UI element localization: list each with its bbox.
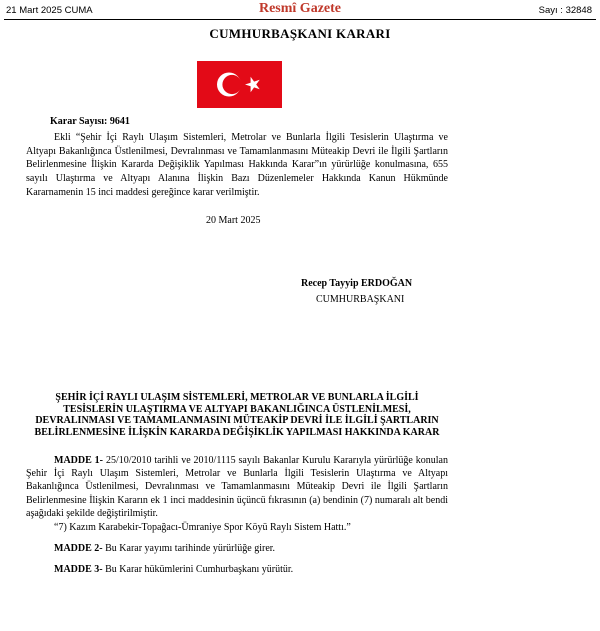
decision-body: Ekli “Şehir İçi Raylı Ulaşım Sistemleri, Metrolar ve Bunlarla İlgili Tesislerin Ulaştırma ve Altyapı Bakanlığınca Üstlenilmesi, Devralınması ve Tamamlanmasını Müteakip Devri ile İlgili Şartların Belirlenmesine İlişkin Kararda Değişiklik Yapılması Hakkında Karar”ın yürürlüğe konulmasına, 655 sayılı Ulaştırma ve Altyapı Alanına İlişkin Bazı Düzenlemeler Hakkında Kanun Hükmünde Kararnamenin 15 inci maddesi gereğince karar verilmiştir. — [26, 132, 448, 198]
signer-name: Recep Tayyip ERDOĞAN — [301, 278, 413, 289]
decision-number-label: Karar Sayısı: — [50, 116, 108, 127]
article-text: 25/10/2010 tarihli ve 2010/1115 sayılı Bakanlar Kurulu Kararıyla yürürlüğe konulan Şehir İçi Raylı Ulaşım Sistemleri, Metrolar ve Bunlarla İlgili Tesislerin Ulaştırma ve Altyapı Bakanlığınca Üstlenilmesi, Devralınması ve Tamamlanmasını Müteakip Devri ile İlgili Şartların Belirlenmesine İlişkin Kararın ek 1 inci maddesinin üçüncü fıkrasının (a) bendinin (7) numaralı alt bendi aşağıdaki şekilde değiştirilmiştir. — [26, 455, 448, 519]
article-1 — [26, 454, 448, 520]
turkish-flag-icon — [197, 61, 282, 108]
gazette-name: Resmî Gazete — [258, 1, 342, 16]
article-2 — [54, 543, 275, 554]
publication-date: 21 Mart 2025 CUMA — [6, 5, 93, 16]
issue-number: Sayı : 32848 — [538, 5, 592, 16]
signer-title: CUMHURBAŞKANI — [316, 294, 405, 305]
article-label: MADDE 1- — [54, 455, 104, 466]
decision-number-value: 9641 — [109, 116, 130, 127]
header-divider — [4, 19, 596, 20]
gazette-header — [0, 0, 600, 20]
article-3 — [54, 564, 293, 575]
page-title: CUMHURBAŞKANI KARARI — [209, 26, 391, 41]
article-label: MADDE 3- — [54, 564, 103, 575]
article-label: MADDE 2- — [54, 543, 103, 554]
decision-number — [50, 116, 130, 127]
quoted-item: “7) Kazım Karabekir-Topağacı-Ümraniye Spor Köyü Raylı Sistem Hattı.” — [54, 522, 351, 533]
annex-title: ŞEHİR İÇİ RAYLI ULAŞIM SİSTEMLERİ, METROLAR VE BUNLARLA İLGİLİ TESİSLERİN ULAŞTIRMA VE ALTYAPI BAKANLIĞINCA ÜSTLENİLMESİ, DEVRALINMASI VE TAMAMLANMASINI MÜTEAKİP DEVRİ İLE İLGİLİ ŞARTLARIN BELİRLENMESİNE İLİŞKİN KARARDA DEĞİŞİKLİK YAPILMASI HAKKINDA KARAR — [34, 392, 440, 438]
article-text: Bu Karar yayımı tarihinde yürürlüğe girer. — [105, 543, 276, 554]
article-text: Bu Karar hükümlerini Cumhurbaşkanı yürütür. — [105, 564, 294, 575]
decision-date: 20 Mart 2025 — [206, 215, 261, 226]
